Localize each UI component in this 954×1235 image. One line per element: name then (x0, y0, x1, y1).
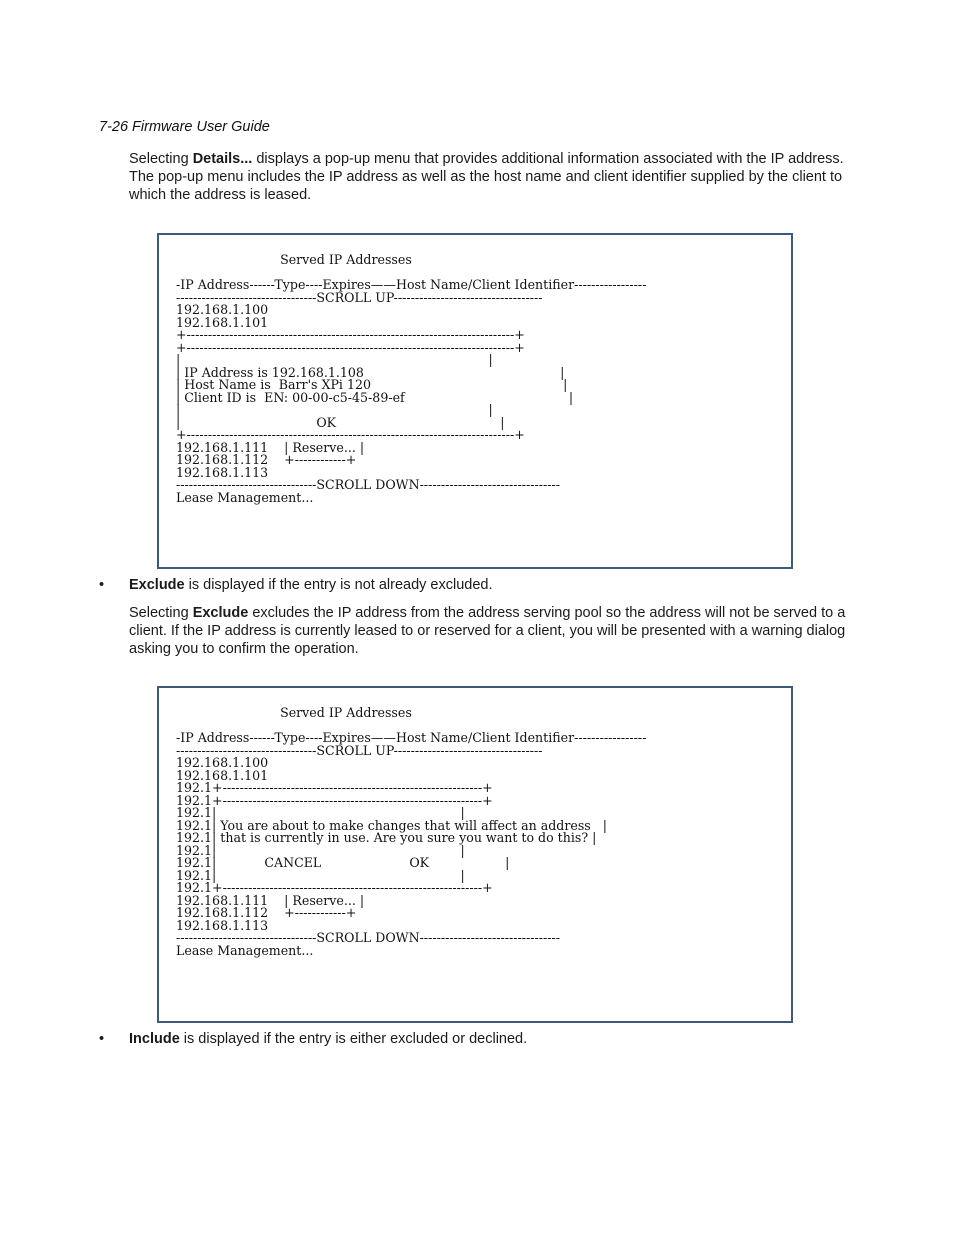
screen-line: ---------------------------------SCROLL UP----------------------------------- (176, 742, 543, 758)
screen-capture-details (157, 233, 793, 569)
screen-line: +-----------------------------------------------------------------------------+ (176, 327, 525, 342)
bullet-exclude-text (129, 576, 493, 594)
screen-line: 192.1| You are about to make changes that will affect an address | (176, 817, 608, 833)
screen-line: ---------------------------------SCROLL DOWN--------------------------------- (176, 477, 561, 492)
screen-line: Served IP Addresses (176, 705, 412, 720)
screen-line: 192.1| | (176, 842, 465, 858)
screen-line: 192.168.1.112 +------------+ (176, 905, 357, 920)
screen-line: 192.168.1.100 (176, 302, 269, 317)
screen-line: 192.168.1.100 (176, 755, 269, 770)
screen-line: Served IP Addresses (176, 252, 412, 267)
screen-line: Lease Management... (176, 942, 314, 958)
bullet-term: Include (129, 1031, 180, 1047)
intro-term: Details... (192, 151, 253, 167)
screen-line: 192.1+-------------------------------------------------------------+ (176, 880, 493, 895)
screen-line: +-----------------------------------------------------------------------------+ (176, 339, 525, 355)
screen-text (176, 254, 646, 504)
screen-line: 192.168.1.111 | Reserve... | (176, 439, 365, 455)
screen-line: 192.168.1.101 (176, 314, 269, 330)
screen-line: 192.168.1.113 (176, 917, 269, 933)
screen-line: +-----------------------------------------------------------------------------+ (176, 427, 525, 442)
bullet-term: Exclude (129, 577, 185, 593)
running-head: 7-26 Firmware User Guide (99, 119, 270, 135)
screen-line: -IP Address------Type----Expires——Host Name/Client Identifier----------------- (176, 277, 647, 292)
screen-line: 192.1| | (176, 805, 465, 820)
screen-text (176, 707, 646, 957)
screen-line: 192.1+-------------------------------------------------------------+ (176, 792, 493, 808)
screen-line: 192.1| that is currently in use. Are you sure you want to do this? | (176, 830, 597, 845)
bullet-description: is displayed if the entry is not already excluded. (184, 577, 493, 593)
screen-line: -IP Address------Type----Expires——Host Name/Client Identifier----------------- (176, 730, 647, 745)
screen-line: 192.168.1.112 +------------+ (176, 452, 357, 467)
screen-line: | | (176, 402, 493, 417)
exclude-text: excludes the IP address from the address serving pool so the address will not be served to a client. If the IP address is currently leased to or reserved for a client, you will be presented with a warning dialog asking you to confirm the operation. (129, 605, 846, 657)
screen-line: 192.1+-------------------------------------------------------------+ (176, 780, 493, 795)
screen-line: 192.1| | (176, 867, 465, 883)
exclude-term: Exclude (192, 605, 249, 621)
bullet-dot: • (99, 1031, 105, 1047)
intro-prefix: Selecting (129, 151, 193, 167)
screen-line: | Client ID is EN: 00-00-c5-45-89-ef | (176, 389, 574, 405)
screen-line: | IP Address is 192.168.1.108 | (176, 364, 565, 380)
screen-line: 192.168.1.113 (176, 464, 269, 480)
bullet-dot: • (99, 577, 105, 593)
screen-line: ---------------------------------SCROLL UP----------------------------------- (176, 289, 543, 305)
intro-text: displays a pop-up menu that provides additional information associated with the IP address. The pop-up menu includes the IP address as well as the host name and client identifier supplied by the client to which the address is leased. (129, 151, 844, 203)
screen-line: | Host Name is Barr's XPi 120 | (176, 377, 568, 392)
bullet-include-text (129, 1030, 527, 1048)
exclude-prefix: Selecting (129, 605, 193, 621)
screen-line: 192.1| CANCEL OK | (176, 855, 510, 870)
screen-line: ---------------------------------SCROLL DOWN--------------------------------- (176, 930, 561, 945)
screen-line: Lease Management... (176, 489, 314, 505)
screen-line: 192.168.1.111 | Reserve... | (176, 892, 365, 908)
bullet-description: is displayed if the entry is either excluded or declined. (179, 1031, 528, 1047)
screen-line: | OK | (176, 414, 505, 430)
exclude-paragraph (129, 604, 857, 658)
screen-line: | | (176, 352, 493, 367)
intro-paragraph (129, 150, 857, 204)
screen-line: 192.168.1.101 (176, 767, 269, 783)
screen-capture-exclude (157, 686, 793, 1023)
